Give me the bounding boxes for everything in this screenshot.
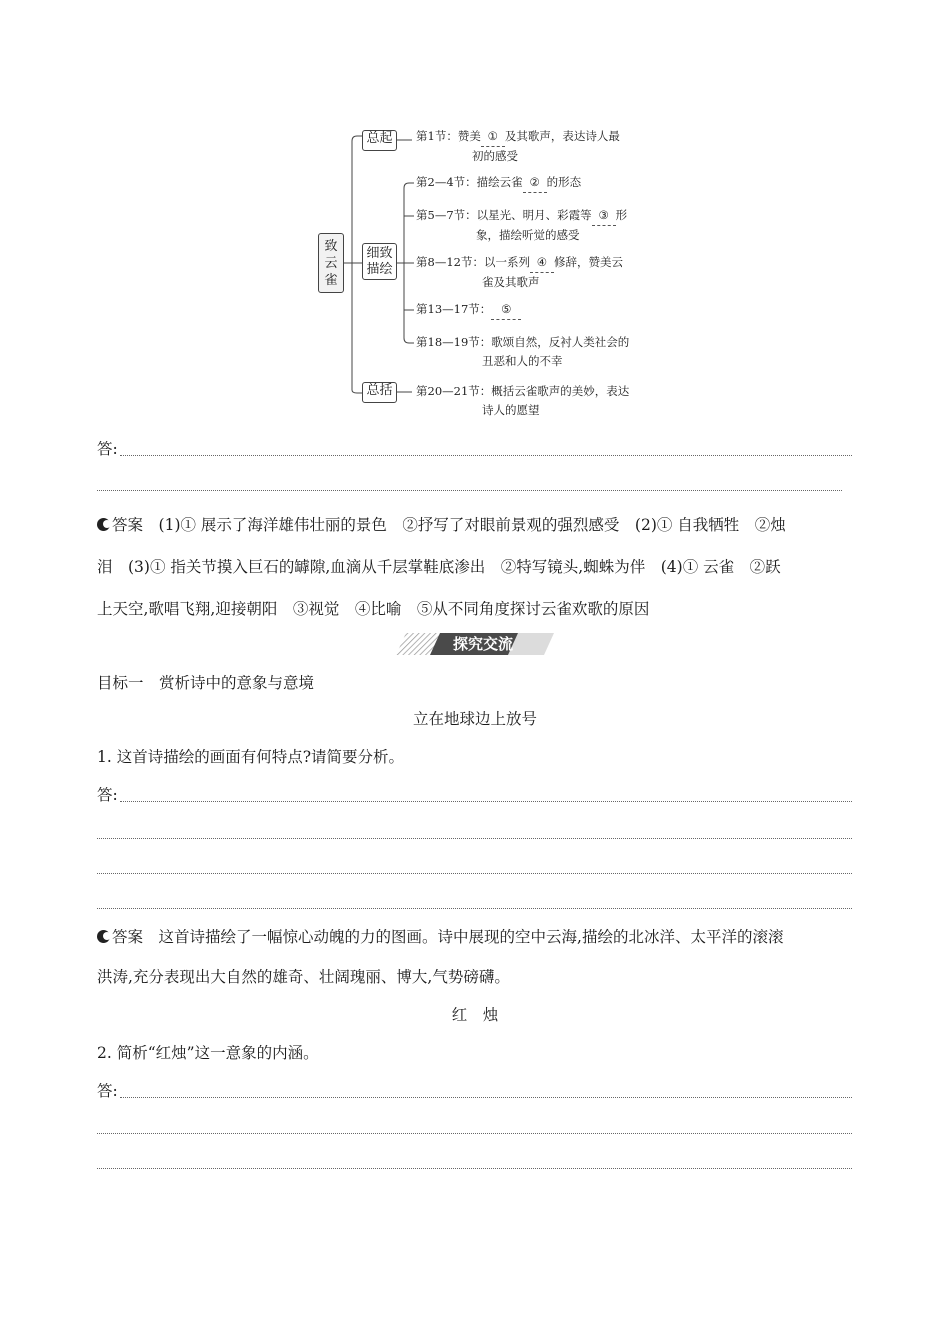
answer-block-1-line3: 上天空,歌唱飞翔,迎接朝阳 ③视觉 ④比喻 ⑤从不同角度探讨云雀欢歌的原因 [97, 600, 650, 618]
answer-icon [97, 930, 110, 943]
mindmap-item: 第8—12节：以一系列 ④ 修辞，赞美云 雀及其歌声 [416, 255, 623, 289]
answer-block-1-line2: 泪 (3)① 指关节摸入巨石的罅隙,血滴从千层掌鞋底渗出 ②特写镜头,蜘蛛为伴 (4)① 云雀 ②跃 [97, 558, 781, 576]
mindmap-root: 致 云 雀 [318, 233, 344, 293]
mindmap-item: 第13—17节： ⑤ [416, 300, 646, 320]
answer-icon [97, 518, 110, 531]
answer-line[interactable] [97, 873, 852, 874]
mindmap-item: 第1节：赞美 ① 及其歌声，表达诗人最 初的感受 [416, 129, 620, 163]
answer-line[interactable] [120, 455, 852, 456]
answer-label: 答案 [112, 928, 144, 946]
mindmap-branch-summary: 总括 [362, 382, 397, 403]
answer-block-2-line2: 洪涛,充分表现出大自然的雄奇、壮阔瑰丽、博大,气势磅礴。 [97, 968, 510, 986]
poem-title: 红 烛 [451, 1006, 499, 1024]
answer-line[interactable] [97, 490, 842, 491]
answer-label: 答案 [112, 516, 144, 534]
answer-block-2-line1: 答案 这首诗描绘了一幅惊心动魄的力的图画。诗中展现的空中云海,描绘的北冰洋、太平洋的滚滚 [97, 926, 783, 948]
mindmap-item: 第5—7节：以星光、明月、彩霞等 ③ 形 象，描绘听觉的感受 [416, 208, 628, 242]
answer-line[interactable] [97, 1168, 852, 1169]
answer-line[interactable] [97, 908, 852, 909]
mindmap-branch-intro: 总起 [362, 130, 397, 151]
answer-line[interactable] [97, 838, 852, 839]
poem-title: 立在地球边上放号 [412, 710, 537, 728]
mindmap-item: 第18—19节：歌颂自然，反衬人类社会的 丑恶和人的不幸 [416, 335, 630, 368]
answer-prefix: 答: [97, 440, 118, 458]
question-2: 2. 简析“红烛”这一意象的内涵。 [97, 1044, 319, 1062]
answer-line[interactable] [97, 1133, 852, 1134]
goal-heading: 目标一 赏析诗中的意象与意境 [97, 674, 315, 692]
section-banner-title: 探究交流 [452, 635, 513, 653]
mindmap-item: 第2—4节：描绘云雀 ② 的形态 [416, 173, 646, 193]
answer-block-1-line1: 答案 (1)① 展示了海洋雄伟壮丽的景色 ②抒写了对眼前景观的强烈感受 (2)① 自我牺牲 ②烛 [97, 514, 786, 536]
answer-line[interactable] [120, 1097, 852, 1098]
question-1: 1. 这首诗描绘的画面有何特点?请简要分析。 [97, 748, 405, 766]
mindmap-branch-detail: 细致 描绘 [362, 243, 397, 280]
answer-line[interactable] [120, 801, 852, 802]
mindmap-item: 第20—21节：概括云雀歌声的美妙，表达 诗人的愿望 [416, 384, 630, 417]
answer-prefix: 答: [97, 786, 118, 804]
answer-prefix: 答: [97, 1082, 118, 1100]
